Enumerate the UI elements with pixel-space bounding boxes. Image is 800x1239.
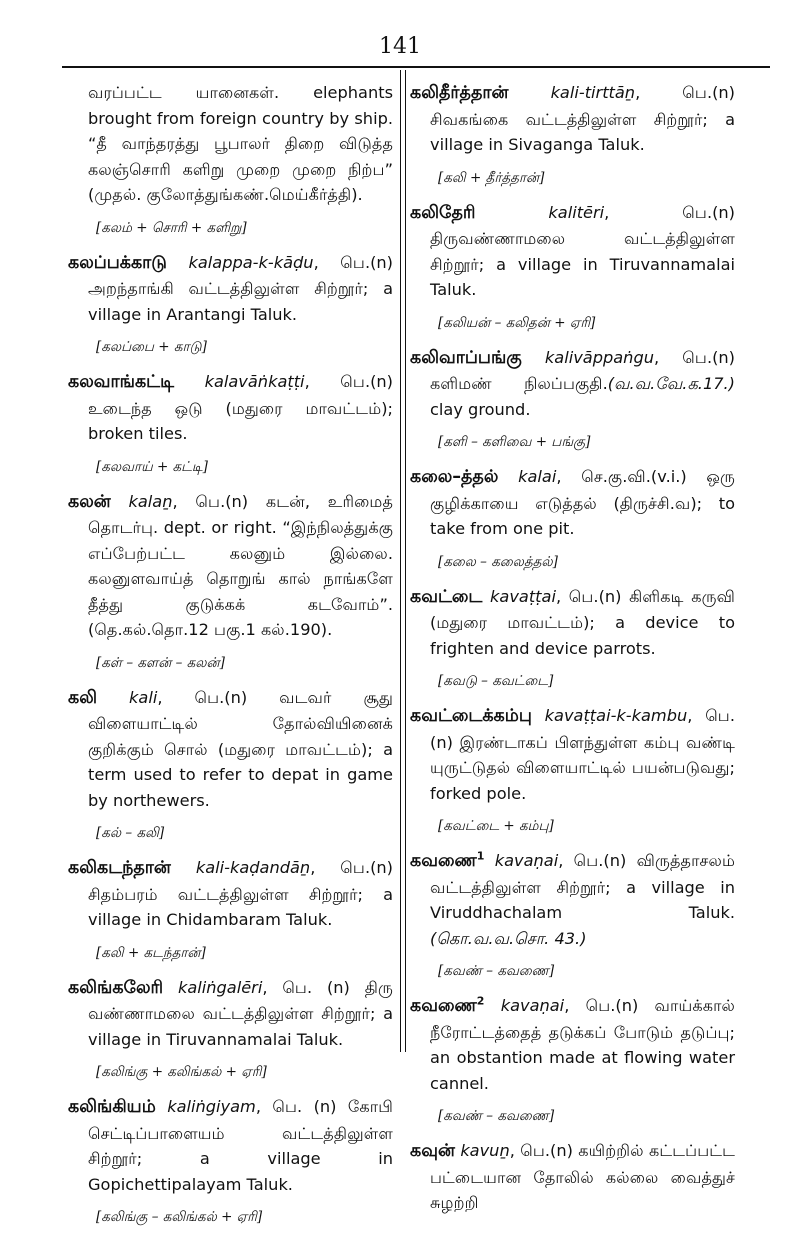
- dictionary-entry: [68, 1094, 393, 1197]
- entry-definition: , பெ. (n) திரு வண்ணாமலை வட்டத்திலுள்ள சிற்றூர்; a village in Tiruvannamalai Taluk.: [88, 977, 394, 1049]
- dictionary-entry: [68, 975, 393, 1053]
- entry-definition: , பெ. (n) இரண்டாகப் பிளந்துள்ள கம்பு வண்டி யுருட்டுதல் விளையாட்டில் பயன்படுவது; forked pole.: [430, 706, 735, 803]
- dictionary-entry: [410, 1138, 735, 1216]
- entry-headword: கலிங்கலேரி: [68, 977, 164, 998]
- entry-headword: கலிகடந்தான்: [68, 858, 171, 878]
- entry-definition: , பெ.(n) கிளிகடி கருவி (மதுரை மாவட்டம்); a device to frighten and device parrots.: [430, 586, 735, 658]
- entry-transliteration: kali: [129, 687, 158, 707]
- etymology-note: [கலிங்கு – கலிங்கல் + ஏரி]: [96, 1209, 263, 1225]
- etymology-note: [கவண் – கவணை]: [438, 1108, 555, 1124]
- dictionary-entry: [410, 848, 735, 951]
- dictionary-entry: [68, 685, 393, 814]
- entry-headword: கலிங்கியம்: [68, 1097, 156, 1117]
- entry-headword: கலை–த்தல்: [410, 467, 499, 487]
- dictionary-entry: [410, 200, 735, 303]
- entry-definition: , செ.கு.வி.(v.i.) ஒரு குழிக்காயை எடுத்தல் (திருச்சி.வ); to take from one pit.: [430, 467, 735, 538]
- entry-transliteration: kavaṭṭai-k-kambu: [544, 706, 688, 725]
- entry-transliteration: kalivāppaṅgu: [544, 347, 654, 367]
- etymology-note: [கலி + தீர்த்தான்]: [438, 169, 545, 186]
- entry-definition: , பெ.(n) அறந்தாங்கி வட்டத்திலுள்ள சிற்றூர்; a village in Arantangi Taluk.: [88, 252, 393, 324]
- entry-transliteration: kaliṅgiyam: [167, 1097, 256, 1116]
- entry-transliteration: kaliṅgalēri: [177, 977, 263, 997]
- etymology-note: [கலியன் – கலிதன் + ஏரி]: [438, 314, 596, 331]
- etymology-note: [கவட்டை + கம்பு]: [438, 818, 554, 834]
- etymology-note: [கலிங்கு + கலிங்கல் + ஏரி]: [96, 1064, 267, 1080]
- entry-transliteration: kavuṉ: [460, 1141, 510, 1160]
- entry-transliteration: kalai: [518, 467, 557, 486]
- entry-headword: கலவாங்கட்டி: [68, 372, 174, 392]
- homonym-number: 1: [476, 849, 485, 863]
- entry-definition: , பெ.(n) சிதம்பரம் வட்டத்திலுள்ள சிற்றூர்; a village in Chidambaram Taluk.: [88, 858, 393, 929]
- etymology-note: [கலவாய் + கட்டி]: [96, 458, 208, 475]
- etymology-note: [கவண் – கவணை]: [438, 963, 555, 979]
- entry-headword: கவணை: [410, 996, 477, 1016]
- entry-transliteration: kali-tirttāṉ: [550, 83, 636, 102]
- right-column: [410, 80, 735, 1220]
- entry-headword: கவட்டை: [410, 586, 483, 607]
- etymology-note: [கல் – கலி]: [96, 825, 165, 841]
- entry-source: (வ.வ.வே.க.17.): [607, 374, 735, 393]
- etymology-note: [கவடு – கவட்டை]: [438, 673, 554, 689]
- left-column: [68, 80, 393, 1239]
- entry-transliteration: kavaṭṭai: [490, 586, 556, 606]
- dictionary-entry: [68, 250, 393, 328]
- page-number: 141: [379, 34, 421, 59]
- entry-definition: , பெ.(n) சிவகங்கை வட்டத்திலுள்ள சிற்றூர்; a village in Sivaganga Taluk.: [430, 83, 735, 154]
- entry-definition: , பெ.(n) உடைந்த ஒடு (மதுரை மாவட்டம்); broken tiles.: [88, 372, 393, 443]
- entry-transliteration: kalavāṅkaṭṭi: [204, 372, 305, 391]
- etymology-note: [கலை – கலைத்தல்]: [438, 553, 558, 570]
- dictionary-entry: [68, 489, 393, 643]
- entry-definition-tail: clay ground.: [430, 399, 531, 419]
- entry-headword: கலன்: [68, 491, 111, 512]
- header-rule: [62, 66, 770, 68]
- entry-headword: கலிதீர்த்தான்: [410, 83, 509, 103]
- entry-headword: கலப்பக்காடு: [68, 252, 167, 273]
- dictionary-entry: [410, 345, 735, 423]
- entry-transliteration: kavaṇai: [494, 851, 559, 870]
- etymology-note: [கலி + கடந்தான்]: [96, 944, 206, 961]
- entry-transliteration: kali-kaḍandāṉ: [195, 858, 311, 877]
- entry-definition: , பெ.(n) திருவண்ணாமலை வட்டத்திலுள்ள சிற்றூர்; a village in Tiruvannamalai Taluk.: [430, 202, 735, 299]
- entry-transliteration: kalaṉ: [128, 491, 173, 511]
- entry-transliteration: kalitēri: [548, 202, 605, 222]
- entry-headword: கலிதேரி: [410, 202, 476, 223]
- dictionary-entry: [410, 464, 735, 542]
- entry-headword: கவட்டைக்கம்பு: [410, 706, 532, 726]
- dictionary-entry: [68, 855, 393, 933]
- etymology-note: [கலம் + சொரி + களிறு]: [96, 219, 247, 236]
- dictionary-entry: [410, 993, 735, 1096]
- entry-source: (கொ.வ.வ.சொ. 43.): [430, 928, 587, 948]
- entry-definition: , பெ.(n) களிமண் நிலப்பகுதி.: [430, 347, 735, 393]
- entry-definition: , பெ.(n) வடவர் சூது விளையாட்டில் தோல்வியினைக் குறிக்கும் சொல் (மதுரை மாவட்டம்); a term used to refer to depat in game by northewers.: [88, 687, 393, 810]
- dictionary-entry: [410, 703, 735, 806]
- homonym-number: 2: [476, 994, 485, 1008]
- entry-definition: , பெ. (n) கோபி செட்டிப்பாளையம் வட்டத்திலுள்ள சிற்றூர்; a village in Gopichettipalayam Taluk.: [88, 1097, 393, 1194]
- dictionary-entry: [410, 80, 735, 158]
- entry-transliteration: kalappa-k-kāḍu: [188, 252, 314, 272]
- entry-headword: கவணை: [410, 851, 477, 871]
- entry-headword: கலிவாப்பங்கு: [410, 347, 522, 368]
- entry-definition: , பெ.(n) கடன், உரிமைத் தொடர்பு. dept. or right. “இந்நிலத்துக்கு எப்பேற்பட்ட கலனும் இல்லை. கலனுளவாய்த் தொறுங் கால் நாங்களே தீத்து குடுக்கக் கடவோம்”. (தெ.கல்.தொ.12 பகு.1 கல்.190).: [88, 491, 393, 639]
- etymology-note: [கள் – களன் – கலன்]: [96, 654, 225, 671]
- entry-continuation: வரப்பட்ட யானைகள். elephants brought from foreign country by ship. “தீ வாந்தரத்து பூபாலர் திறை விடுத்த கலஞ்சொரி களிறு முறை முறை நிற்ப” (முதல். குலோத்துங்கண்.மெய்கீர்த்தி).: [88, 83, 393, 204]
- entry-headword: கவுன்: [410, 1141, 455, 1161]
- entry-definition: , பெ.(n) கயிற்றில் கட்டப்பட்ட பட்டையான தோலில் கல்லை வைத்துச் சுழற்றி: [430, 1141, 736, 1212]
- entry-definition: , பெ.(n) விருத்தாசலம் வட்டத்திலுள்ள சிற்றூர்; a village in Viruddhachalam Taluk.: [430, 851, 735, 922]
- etymology-note: [கலப்பை + காடு]: [96, 339, 207, 355]
- dictionary-entry: [410, 584, 735, 662]
- dictionary-entry: [68, 369, 393, 447]
- entry-definition: , பெ.(n) வாய்க்கால் நீரோட்டத்தைத் தடுக்கப் போடும் தடுப்பு; an obstantion made at flowing water cannel.: [430, 996, 735, 1093]
- entry-headword: கலி: [68, 687, 98, 708]
- entry-transliteration: kavaṇai: [500, 996, 565, 1015]
- etymology-note: [களி – களிவை + பங்கு]: [438, 434, 591, 450]
- column-divider: [400, 70, 406, 1052]
